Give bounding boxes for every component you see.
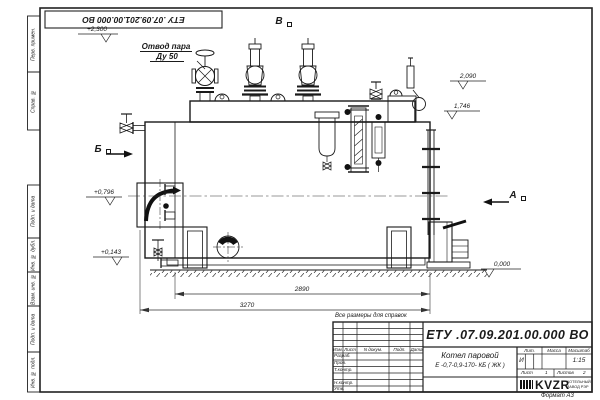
- tb-lit-value: И: [519, 356, 524, 364]
- safety-valve: [242, 38, 268, 101]
- tb-header-podp: Подп.: [393, 346, 406, 352]
- margin-label-inv-podl: Инв. № подл.: [30, 356, 37, 388]
- elevation-0796: +0,796: [93, 188, 115, 196]
- view-label-v: В: [275, 16, 283, 27]
- water-level-gauges: [315, 106, 385, 172]
- view-index-mark: [106, 149, 111, 154]
- downcomer-pipe: [422, 130, 440, 235]
- tb-sheets-word: Листов: [557, 369, 574, 375]
- tb-header-izm: Изм.: [333, 346, 343, 352]
- reference-note: Все размеры для справок: [335, 313, 407, 319]
- dimension-3270: 3270: [239, 301, 255, 309]
- tb-header-list: Лист: [344, 346, 356, 352]
- dimension-2890: 2890: [294, 285, 310, 293]
- product-name-line2: Е -0,7-0,9-170- КБ ( ЖК ): [435, 362, 505, 370]
- elevation-2300: +2,300: [86, 25, 108, 33]
- kvzr-logo-icon: [520, 380, 533, 389]
- elevation-0000: 0,000: [493, 260, 511, 268]
- view-label-b: Б: [94, 144, 102, 155]
- margin-label-podp-i-data-2: Подп. и дата: [30, 313, 37, 345]
- steam-outlet-valve: [192, 50, 218, 101]
- view-label-a: А: [509, 190, 517, 201]
- elevation-2090: 2,090: [459, 72, 477, 80]
- tb-header-masshtab: Масштаб: [568, 347, 590, 353]
- kvzr-logo-sub2: ЗАВОД РЭР: [567, 385, 589, 389]
- format-note: Формат А3: [541, 393, 574, 399]
- ground-hatch: [150, 270, 487, 277]
- tb-row-prov: Пров.: [334, 360, 347, 365]
- view-index-mark: [521, 196, 526, 201]
- view-index-mark: [287, 22, 292, 27]
- tb-scale-value: 1:15: [572, 356, 586, 364]
- margin-label-sprav-no: Справ. №: [30, 89, 37, 113]
- tb-header-massa: Масса: [547, 347, 561, 353]
- tb-header-dokum: N докум.: [363, 346, 383, 352]
- burner-box: [137, 179, 183, 231]
- view-arrows: [106, 61, 509, 206]
- kvzr-logo-text: KVZR: [535, 378, 570, 392]
- margin-label-podp-i-data: Подп. и дата: [30, 195, 37, 228]
- margin-label-vzam-inv: Взам. инв. №: [30, 273, 37, 305]
- boiler-side-view: [120, 38, 470, 268]
- vent-valve: [120, 114, 145, 134]
- tb-row-nkontr: Н.контр.: [334, 379, 354, 385]
- kvzr-logo-sub1: КОТЕЛЬНЫЙ: [567, 380, 591, 384]
- elevation-0143: +0,143: [100, 248, 122, 256]
- callout-steam-outlet-line2: Ду 50: [150, 52, 184, 62]
- elevation-1746: 1,746: [453, 102, 471, 110]
- tb-header-lit: Лит.: [524, 347, 535, 353]
- tb-sheets-total: 2: [583, 369, 586, 375]
- blower-assembly: [427, 221, 470, 268]
- drain-valve: [152, 240, 178, 268]
- doc-number-rotated: ЕТУ .07.09.201.00.000 ВО: [82, 14, 185, 25]
- margin-label-inv-dubl: Инв. № дубл.: [30, 239, 37, 271]
- product-name-line1: Котел паровой: [441, 350, 499, 360]
- tb-row-utv: Утв.: [334, 386, 345, 391]
- tb-sheet-no: 1: [545, 369, 548, 375]
- margin-label-perv-primen: Перв. примен.: [30, 27, 37, 61]
- callout-steam-outlet-line1: Отвод пара: [141, 41, 191, 51]
- tb-row-tkontr: Т.контр.: [334, 366, 353, 372]
- tb-header-data: Дата: [410, 346, 423, 352]
- tb-row-razrab: Разраб.: [334, 353, 351, 358]
- tb-sheet-word: Лист: [521, 369, 533, 375]
- title-block-doc-number: ЕТУ .07.09.201.00.000 ВО: [426, 327, 589, 342]
- safety-valve: [295, 38, 321, 101]
